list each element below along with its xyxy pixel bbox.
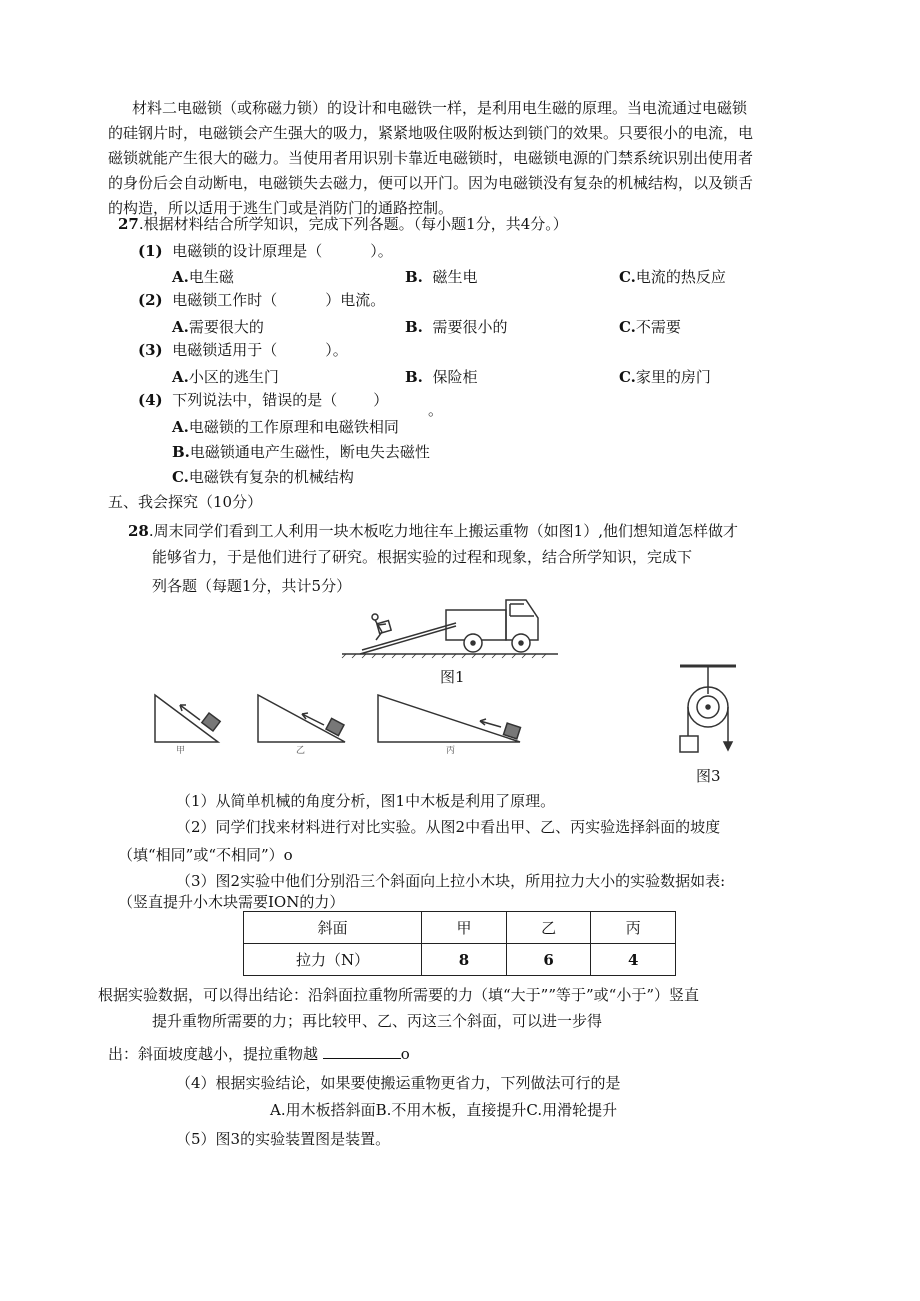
figure-1-truck-ramp bbox=[338, 592, 563, 664]
q27-item-2 bbox=[138, 290, 385, 310]
answer-blank[interactable] bbox=[323, 1044, 401, 1059]
option-text: 电磁锁的工作原理和电磁铁相同 bbox=[188, 418, 399, 436]
q27-3-option-c[interactable] bbox=[619, 367, 711, 387]
option-label: A. bbox=[172, 368, 189, 386]
q27-item-2-close: ）电流。 bbox=[325, 291, 386, 309]
q28-sub-2-line-1: （2）同学们找来材料进行对比实验。从图2中看出甲、乙、丙实验选择斜面的坡度 bbox=[176, 818, 721, 836]
q27-item-1 bbox=[138, 241, 393, 261]
option-text: 需要很大的 bbox=[188, 318, 264, 336]
table-row bbox=[244, 912, 676, 944]
q27-2-option-c[interactable] bbox=[619, 317, 681, 337]
option-text: 电生磁 bbox=[188, 268, 234, 286]
option-label: A. bbox=[172, 318, 189, 336]
q28-stem-3: 列各题（每题1分，共计5分） bbox=[152, 577, 352, 595]
figure-2-inclines bbox=[150, 690, 530, 765]
table-row bbox=[244, 944, 676, 976]
option-label: B. bbox=[172, 443, 190, 461]
q28-sub-5: （5）图3的实验装置图是装置。 bbox=[176, 1130, 391, 1148]
conclusion-end: o bbox=[400, 1045, 410, 1063]
table-cell: 4 bbox=[591, 944, 676, 976]
figure-1-caption: 图1 bbox=[440, 668, 465, 686]
option-text: 电磁铁有复杂的机械结构 bbox=[188, 468, 354, 486]
q27-item-4-close: ） bbox=[373, 391, 389, 409]
option-text: 需要很小的 bbox=[432, 318, 508, 336]
conclusion-line-2: 提升重物所需要的力；再比较甲、乙、丙这三个斜面，可以进一步得 bbox=[152, 1012, 603, 1030]
option-label: C. bbox=[172, 468, 189, 486]
table-header-cell: 丙 bbox=[591, 912, 676, 944]
q27-item-4-text: 下列说法中，错误的是（ bbox=[172, 391, 338, 409]
q27-1-option-c[interactable] bbox=[619, 267, 726, 287]
table-row-label: 拉力（N） bbox=[244, 944, 422, 976]
q28-sub-1: （1）从简单机械的角度分析，图1中木板是利用了原理。 bbox=[176, 792, 556, 810]
figure-2-label-jia: 甲 bbox=[176, 746, 186, 756]
q28-sub-3-line-1: （3）图2实验中他们分别沿三个斜面向上拉小木块，所用拉力大小的实验数据如表: bbox=[176, 872, 726, 890]
q27-stem-text: .根据材料结合所学知识，完成下列各题。（每小题1分，共4分。） bbox=[138, 215, 568, 233]
figure-3-caption: 图3 bbox=[696, 767, 721, 785]
q28-sub-4: （4）根据实验结论，如果要使搬运重物更省力，下列做法可行的是 bbox=[176, 1074, 621, 1092]
q27-4-option-c[interactable] bbox=[172, 467, 354, 487]
q27-item-3-text: 电磁锁适用于（ bbox=[172, 341, 278, 359]
q27-2-option-a[interactable] bbox=[172, 317, 264, 337]
q27-item-3 bbox=[138, 340, 348, 360]
force-data-table bbox=[243, 911, 676, 976]
q27-item-1-close: ）。 bbox=[370, 242, 393, 260]
q27-4-option-b[interactable] bbox=[172, 442, 430, 462]
option-text: 保险柜 bbox=[432, 368, 478, 386]
option-label: A. bbox=[172, 418, 189, 436]
q27-3-option-b[interactable] bbox=[405, 367, 477, 387]
conclusion-line-3 bbox=[108, 1044, 410, 1064]
table-header-cell: 斜面 bbox=[244, 912, 422, 944]
option-text: 电流的热反应 bbox=[635, 268, 726, 286]
q27-item-2-text: 电磁锁工作时（ bbox=[172, 291, 278, 309]
option-text: 电磁锁通电产生磁性，断电失去磁性 bbox=[189, 443, 430, 461]
q27-item-1-number: (1) bbox=[138, 242, 163, 260]
q27-2-option-b[interactable] bbox=[405, 317, 507, 337]
q27-item-4 bbox=[138, 390, 388, 410]
q27-item-1-text: 电磁锁的设计原理是（ bbox=[172, 242, 323, 260]
table-cell: 8 bbox=[422, 944, 507, 976]
q27-item-3-number: (3) bbox=[138, 341, 163, 359]
table-header-cell: 甲 bbox=[422, 912, 507, 944]
option-label: B. bbox=[405, 268, 423, 286]
q27-1-option-b[interactable] bbox=[405, 267, 477, 287]
q27-4-option-a[interactable] bbox=[172, 417, 399, 437]
q27-3-option-a[interactable] bbox=[172, 367, 279, 387]
q27-1-option-a[interactable] bbox=[172, 267, 234, 287]
option-text: 小区的逃生门 bbox=[188, 368, 279, 386]
material2-line-2: 的硅钢片时，电磁锁会产生强大的吸力，紧紧地吸住吸附板达到锁门的效果。只要很小的电流，电 bbox=[108, 124, 754, 142]
option-label: B. bbox=[405, 368, 423, 386]
q28-number: 28 bbox=[128, 522, 149, 540]
q28-sub-3-line-2: （竖直提升小木块需要ION的力） bbox=[118, 893, 345, 911]
conclusion-line-1: 根据实验数据，可以得出结论：沿斜面拉重物所需要的力（填“大于””等于”或“小于”）竖直 bbox=[98, 986, 700, 1004]
q27-stem bbox=[118, 214, 568, 234]
option-label: C. bbox=[619, 318, 636, 336]
q28-stem-1 bbox=[128, 521, 738, 541]
conclusion-text: 出：斜面坡度越小，提拉重物越 bbox=[108, 1045, 319, 1063]
table-header-cell: 乙 bbox=[506, 912, 591, 944]
q27-number: 27 bbox=[118, 215, 139, 233]
option-label: B. bbox=[405, 318, 423, 336]
figure-3-pulley bbox=[676, 662, 741, 762]
option-text: 家里的房门 bbox=[635, 368, 711, 386]
material2-line-1: 材料二电磁锁（或称磁力锁）的设计和电磁铁一样，是利用电生磁的原理。当电流通过电磁锁 bbox=[132, 99, 748, 117]
option-text: 不需要 bbox=[635, 318, 681, 336]
material2-line-4: 的身份后会自动断电，电磁锁失去磁力，便可以开门。因为电磁锁没有复杂的机械结构，以及锁舌 bbox=[108, 174, 754, 192]
table-cell: 6 bbox=[506, 944, 591, 976]
q28-sub-2-line-2: （填“相同”或“不相同”）o bbox=[118, 846, 293, 864]
option-label: C. bbox=[619, 268, 636, 286]
option-label: A. bbox=[172, 268, 189, 286]
q27-item-2-number: (2) bbox=[138, 291, 163, 309]
q28-stem-2: 能够省力，于是他们进行了研究。根据实验的过程和现象，结合所学知识，完成下 bbox=[152, 548, 693, 566]
material2-line-5: 的构造，所以适用于逃生门或是消防门的通路控制。 bbox=[108, 199, 454, 217]
q27-item-3-close: ）。 bbox=[325, 341, 348, 359]
figure-2-label-bing: 丙 bbox=[446, 746, 456, 756]
section-title: 五、我会探究（10分） bbox=[108, 493, 263, 511]
q27-item-4-number: (4) bbox=[138, 391, 163, 409]
q28-stem-text: .周末同学们看到工人利用一块木板吃力地往车上搬运重物（如图1）,他们想知道怎样做才 bbox=[148, 522, 738, 540]
stray-period: 。 bbox=[428, 401, 444, 419]
q28-sub-4-options: A.用木板搭斜面B.不用木板，直接提升C.用滑轮提升 bbox=[270, 1101, 618, 1119]
material2-line-3: 磁锁就能产生很大的磁力。当使用者用识别卡靠近电磁锁时，电磁锁电源的门禁系统识别出使用者 bbox=[108, 149, 754, 167]
figure-2-label-yi: 乙 bbox=[296, 746, 306, 756]
option-text: 磁生电 bbox=[432, 268, 478, 286]
option-label: C. bbox=[619, 368, 636, 386]
